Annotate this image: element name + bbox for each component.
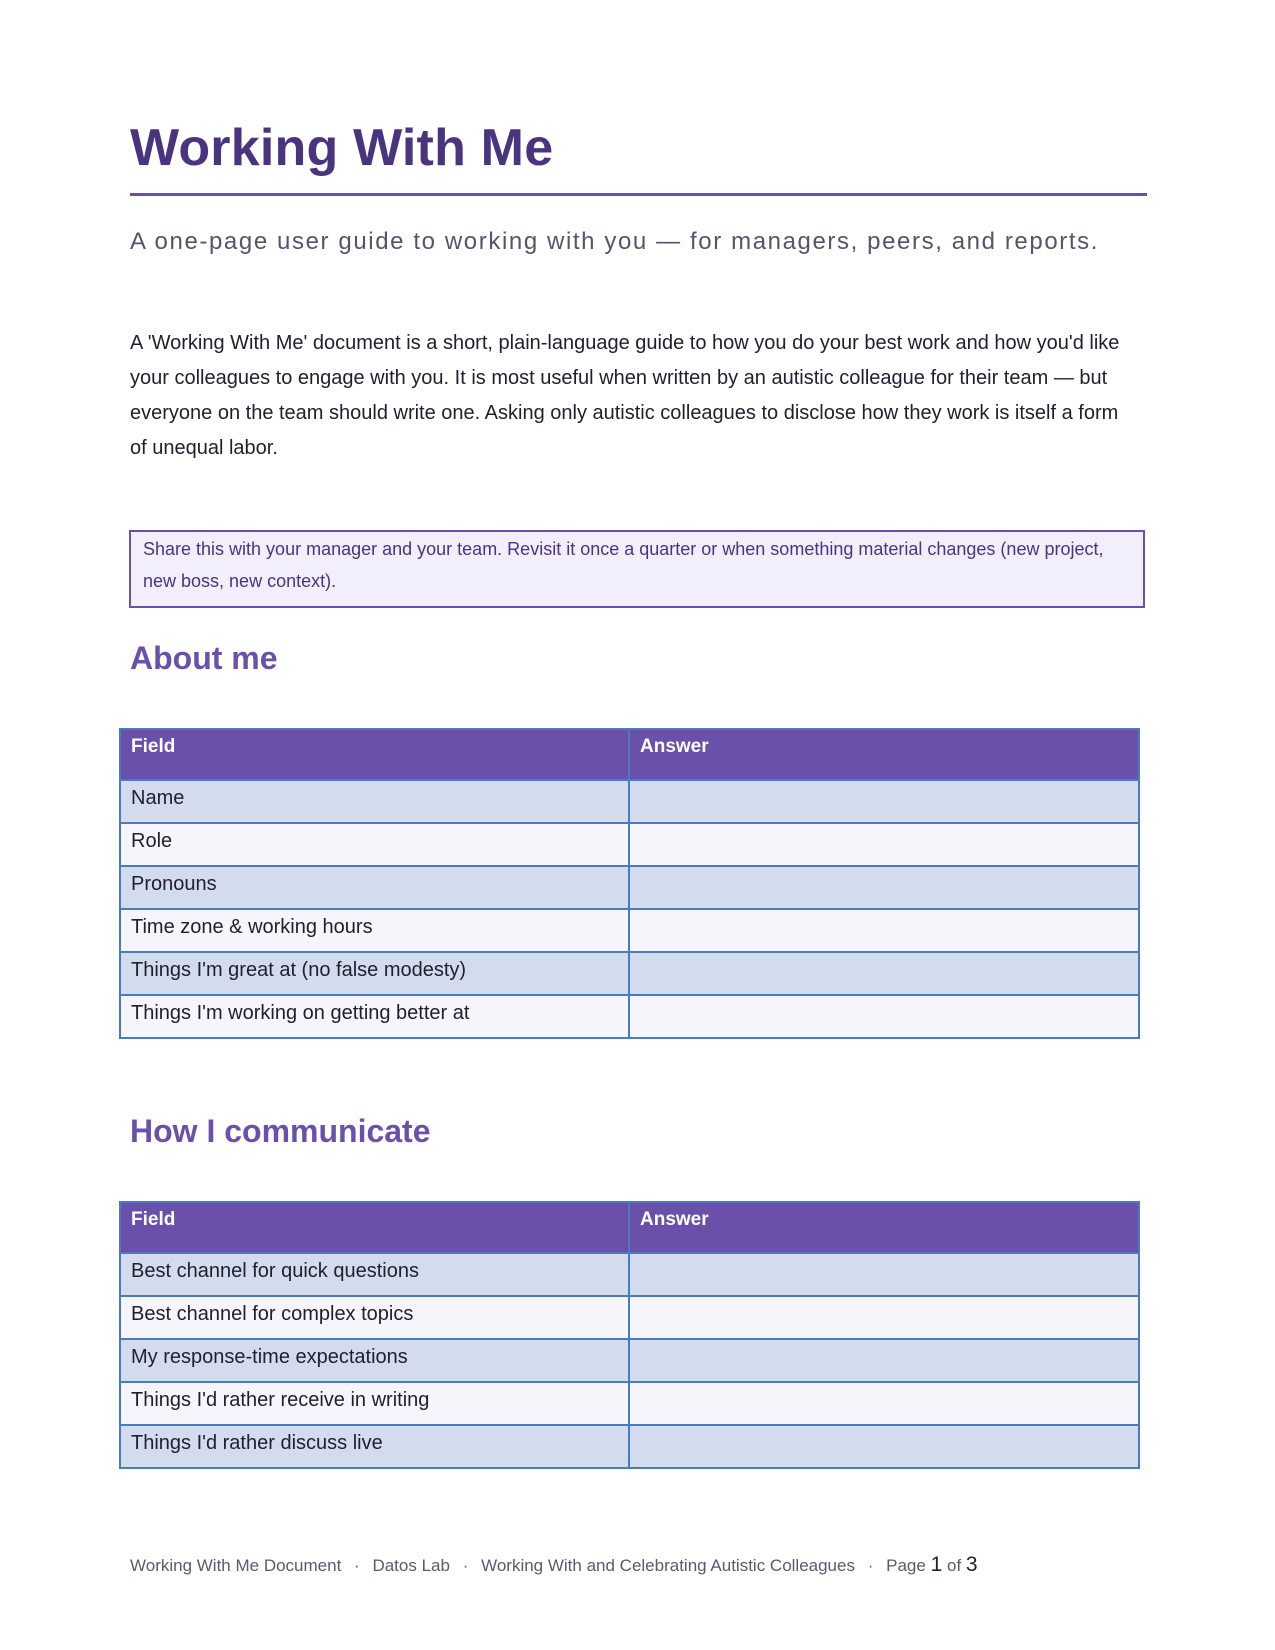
answer-cell[interactable]: [629, 823, 1139, 866]
column-header-answer: Answer: [629, 729, 1139, 780]
field-label: Role: [120, 823, 629, 866]
document-subtitle: A one-page user guide to working with you — for managers, peers, and reports.: [130, 228, 1100, 255]
table-header-row: [120, 1202, 1139, 1253]
field-label: Things I'd rather receive in writing: [120, 1382, 629, 1425]
intro-paragraph: A 'Working With Me' document is a short, plain-language guide to how you do your best work and how you'd like your colleagues to engage with you. It is most useful when written by an autistic colleague for their team — but everyone on the team should write one. Asking only autistic colleagues to disclose how they work is itself a form of unequal labor.: [130, 332, 1120, 459]
document-title: Working With Me: [130, 119, 554, 177]
title-divider: [130, 193, 1147, 196]
field-label: Things I'm great at (no false modesty): [120, 952, 629, 995]
field-label: Name: [120, 780, 629, 823]
footer-page-number: 1: [930, 1553, 943, 1576]
table-row: [120, 995, 1139, 1038]
column-header-field: Field: [120, 1202, 629, 1253]
answer-cell[interactable]: [629, 952, 1139, 995]
field-label: My response-time expectations: [120, 1339, 629, 1382]
column-header-answer: Answer: [629, 1202, 1139, 1253]
answer-cell[interactable]: [629, 1425, 1139, 1468]
section-heading-how-i-communicate: How I communicate: [130, 1113, 431, 1149]
answer-cell[interactable]: [629, 909, 1139, 952]
footer-separator: ·: [462, 1556, 469, 1575]
footer-doc-name: Working With Me Document: [130, 1556, 342, 1575]
column-header-field: Field: [120, 729, 629, 780]
field-label: Time zone & working hours: [120, 909, 629, 952]
table-header-row: [120, 729, 1139, 780]
footer-page-label: Page: [886, 1556, 926, 1575]
field-label: Best channel for quick questions: [120, 1253, 629, 1296]
answer-cell[interactable]: [629, 780, 1139, 823]
answer-cell[interactable]: [629, 1339, 1139, 1382]
how-i-communicate-table: [119, 1201, 1140, 1469]
field-label: Things I'd rather discuss live: [120, 1425, 629, 1468]
answer-cell[interactable]: [629, 1382, 1139, 1425]
about-me-table: [119, 728, 1140, 1039]
footer-separator: ·: [354, 1556, 360, 1575]
table-row: [120, 823, 1139, 866]
field-label: Pronouns: [120, 866, 629, 909]
table-row: [120, 866, 1139, 909]
answer-cell[interactable]: [629, 1296, 1139, 1339]
table-row: [120, 909, 1139, 952]
table-row: [120, 1425, 1139, 1468]
answer-cell[interactable]: [629, 1253, 1139, 1296]
page-footer: [130, 1553, 978, 1577]
section-heading-about-me: About me: [130, 640, 278, 676]
footer-separator: ·: [867, 1556, 874, 1575]
table-row: [120, 780, 1139, 823]
table-row: [120, 952, 1139, 995]
table-row: [120, 1339, 1139, 1382]
callout-box: Share this with your manager and your team. Revisit it once a quarter or when something material changes (new project, new boss, new context).: [129, 530, 1145, 608]
field-label: Things I'm working on getting better at: [120, 995, 629, 1038]
table-row: [120, 1253, 1139, 1296]
footer-org: Datos Lab: [372, 1556, 450, 1575]
table-row: [120, 1382, 1139, 1425]
answer-cell[interactable]: [629, 995, 1139, 1038]
field-label: Best channel for complex topics: [120, 1296, 629, 1339]
table-row: [120, 1296, 1139, 1339]
footer-series: Working With and Celebrating Autistic Colleagues: [481, 1556, 855, 1575]
footer-page-total: 3: [965, 1553, 978, 1576]
footer-of-label: of: [946, 1556, 962, 1575]
answer-cell[interactable]: [629, 866, 1139, 909]
